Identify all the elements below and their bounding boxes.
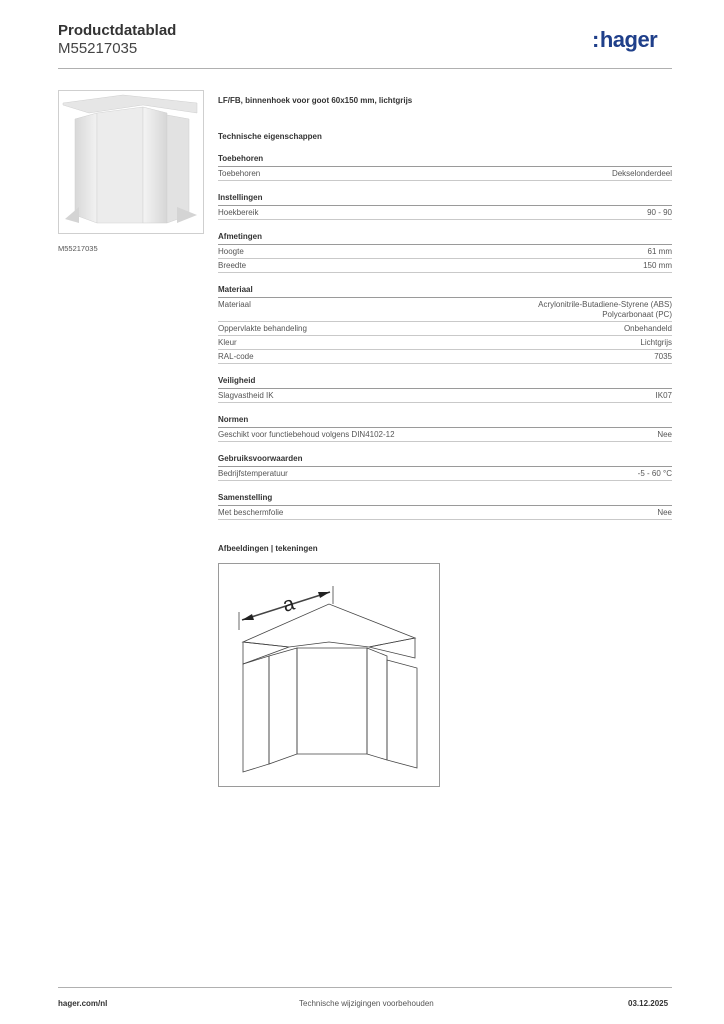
drawing-inner-corner bbox=[219, 564, 439, 786]
spec-section bbox=[218, 415, 672, 442]
spec-label: Slagvastheid IK bbox=[218, 391, 274, 400]
spec-value bbox=[640, 338, 672, 348]
spec-row bbox=[218, 467, 672, 481]
spec-section-title: Materiaal bbox=[218, 285, 672, 298]
spec-label: RAL-code bbox=[218, 352, 254, 361]
spec-section-title: Veiligheid bbox=[218, 376, 672, 389]
spec-value-line: 90 - 90 bbox=[647, 208, 672, 217]
product-photo-illustration bbox=[59, 91, 203, 233]
spec-value bbox=[656, 391, 672, 401]
spec-label: Met beschermfolie bbox=[218, 508, 284, 517]
spec-section-title: Afmetingen bbox=[218, 232, 672, 245]
logo-prefix: : bbox=[592, 27, 599, 52]
spec-value-line: Polycarbonaat (PC) bbox=[602, 310, 672, 319]
spec-value-line: Onbehandeld bbox=[623, 324, 672, 333]
spec-row bbox=[218, 245, 672, 259]
spec-section bbox=[218, 454, 672, 481]
product-photo bbox=[58, 90, 204, 234]
spec-value bbox=[624, 324, 672, 334]
product-description: LF/FB, binnenhoek voor goot 60x150 mm, lichtgrijs bbox=[218, 96, 413, 105]
spec-label: Breedte bbox=[218, 261, 247, 270]
spec-section bbox=[218, 154, 672, 181]
spec-row bbox=[218, 167, 672, 181]
content-column bbox=[218, 96, 672, 520]
spec-value bbox=[654, 352, 672, 362]
spec-section-title: Gebruiksvoorwaarden bbox=[218, 454, 672, 467]
drawings-title: Afbeeldingen | tekeningen bbox=[218, 544, 318, 553]
dimension-label-a: a bbox=[280, 592, 298, 617]
spec-value bbox=[612, 169, 672, 179]
spec-value-line: Dekselonderdeel bbox=[611, 169, 672, 178]
spec-label: Hoekbereik bbox=[218, 208, 259, 217]
spec-value bbox=[657, 430, 672, 440]
spec-section bbox=[218, 493, 672, 520]
spec-row bbox=[218, 206, 672, 220]
spec-value-line: 7035 bbox=[654, 352, 672, 361]
spec-row bbox=[218, 428, 672, 442]
spec-section bbox=[218, 285, 672, 364]
spec-section bbox=[218, 232, 672, 273]
spec-value bbox=[538, 300, 672, 320]
spec-section-title: Normen bbox=[218, 415, 672, 428]
spec-section bbox=[218, 193, 672, 220]
spec-label: Toebehoren bbox=[218, 169, 261, 178]
spec-row bbox=[218, 298, 672, 322]
spec-label: Oppervlakte behandeling bbox=[218, 324, 307, 333]
spec-value-line: Acrylonitrile-Butadiene-Styrene (ABS) bbox=[538, 300, 672, 309]
spec-value-line: Nee bbox=[657, 430, 672, 439]
spec-label: Kleur bbox=[218, 338, 237, 347]
product-code: M55217035 bbox=[58, 40, 138, 57]
spec-label: Hoogte bbox=[218, 247, 244, 256]
spec-section-title: Instellingen bbox=[218, 193, 672, 206]
spec-row bbox=[218, 322, 672, 336]
spec-value bbox=[647, 208, 672, 218]
spec-section-title: Samenstelling bbox=[218, 493, 672, 506]
spec-row bbox=[218, 336, 672, 350]
spec-label: Bedrijfstemperatuur bbox=[218, 469, 288, 478]
spec-value-line: Lichtgrijs bbox=[640, 338, 672, 347]
spec-label: Geschikt voor functiebehoud volgens DIN4102-12 bbox=[218, 430, 395, 439]
spec-row bbox=[218, 259, 672, 273]
spec-row bbox=[218, 506, 672, 520]
spec-value-line: -5 - 60 °C bbox=[637, 469, 672, 478]
spec-value-line: 150 mm bbox=[643, 261, 672, 270]
spec-value-line: 61 mm bbox=[647, 247, 672, 256]
spec-section-title: Toebehoren bbox=[218, 154, 672, 167]
header-divider bbox=[58, 68, 672, 69]
spec-row bbox=[218, 389, 672, 403]
footer-date: 03.12.2025 bbox=[628, 999, 669, 1008]
spec-value-line: IK07 bbox=[655, 391, 672, 400]
spec-value-line: Nee bbox=[657, 508, 672, 517]
hager-logo[interactable] bbox=[592, 27, 657, 53]
spec-value bbox=[643, 261, 672, 271]
technical-drawing bbox=[218, 563, 440, 787]
tech-properties-title: Technische eigenschappen bbox=[218, 132, 322, 141]
spec-value bbox=[657, 508, 672, 518]
page-title: Productdatablad bbox=[58, 22, 177, 39]
footer-disclaimer: Technische wijzigingen voorbehouden bbox=[299, 999, 434, 1008]
footer-website-link[interactable]: hager.com/nl bbox=[58, 999, 108, 1008]
spec-sections bbox=[218, 154, 672, 520]
spec-value bbox=[648, 247, 672, 257]
spec-value bbox=[638, 469, 672, 479]
product-photo-caption: M55217035 bbox=[58, 244, 98, 253]
spec-label: Materiaal bbox=[218, 300, 251, 309]
logo-text: hager bbox=[599, 27, 658, 52]
spec-row bbox=[218, 350, 672, 364]
footer-divider bbox=[58, 987, 672, 988]
spec-section bbox=[218, 376, 672, 403]
